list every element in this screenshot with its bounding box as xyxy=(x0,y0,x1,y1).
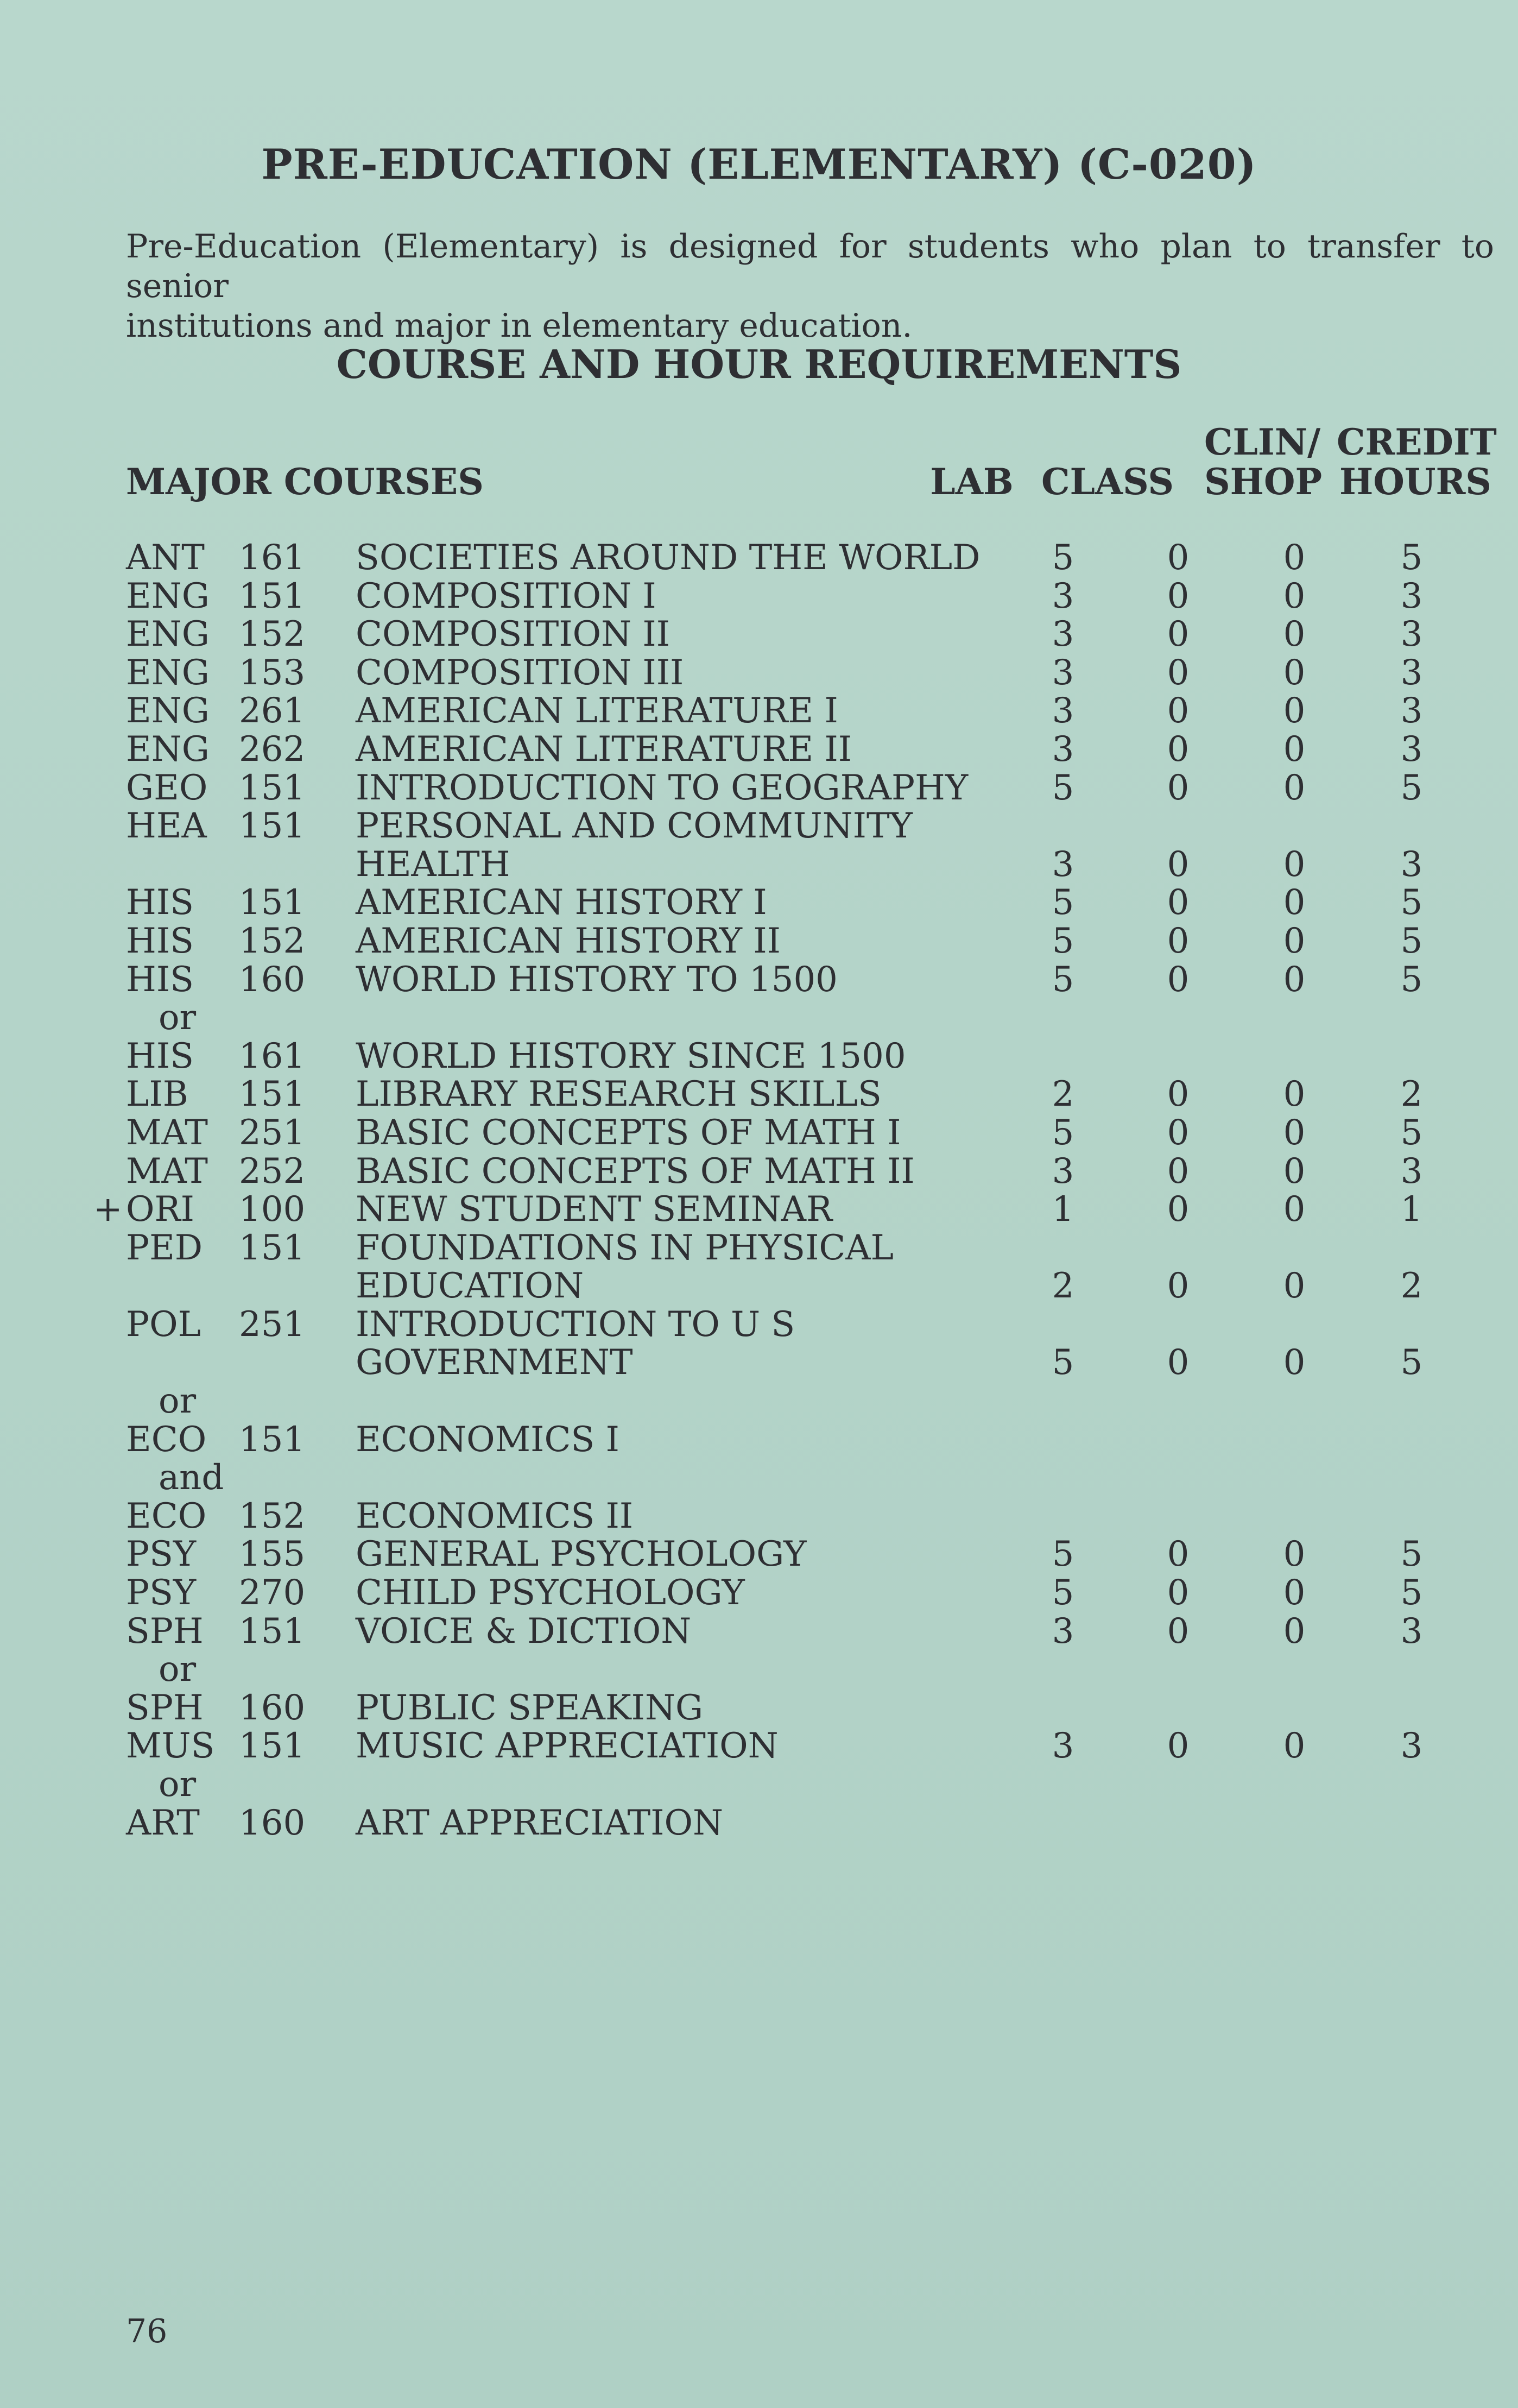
table-row xyxy=(0,1037,1518,1076)
intro-line: Pre-Education (Elementary) is designed for students who plan to transfer to senior xyxy=(126,228,1494,305)
value-credit-hours: 3 xyxy=(1400,652,1423,693)
course-name: BASIC CONCEPTS OF MATH II xyxy=(356,1151,915,1192)
value-lab: 3 xyxy=(1052,844,1074,885)
course-prefix: SPH xyxy=(126,1611,204,1651)
course-number: 151 xyxy=(239,1074,306,1115)
value-lab: 2 xyxy=(1052,1266,1074,1307)
course-number: 100 xyxy=(239,1189,306,1230)
value-class: 0 xyxy=(1167,844,1190,885)
table-row xyxy=(0,577,1518,616)
value-lab: 5 xyxy=(1052,921,1074,961)
value-class: 0 xyxy=(1167,1266,1190,1307)
value-credit-hours: 3 xyxy=(1400,1611,1423,1651)
table-row xyxy=(0,1190,1518,1229)
value-class: 0 xyxy=(1167,691,1190,732)
table-row xyxy=(0,1766,1518,1804)
value-lab: 5 xyxy=(1052,959,1074,1000)
value-class: 0 xyxy=(1167,1189,1190,1230)
value-credit-hours: 1 xyxy=(1400,1189,1423,1230)
course-name: VOICE & DICTION xyxy=(356,1611,692,1651)
value-credit-hours: 3 xyxy=(1400,844,1423,885)
course-prefix: HIS xyxy=(126,921,194,961)
header-major-courses: MAJOR COURSES xyxy=(126,461,484,503)
value-credit-hours: 3 xyxy=(1400,1151,1423,1192)
value-class: 0 xyxy=(1167,1074,1190,1115)
value-class: 0 xyxy=(1167,767,1190,808)
course-prefix: LIB xyxy=(126,1074,188,1115)
table-row xyxy=(0,961,1518,999)
course-prefix: HIS xyxy=(126,959,194,1000)
value-credit-hours: 3 xyxy=(1400,576,1423,616)
value-credit-hours: 5 xyxy=(1400,1573,1423,1613)
course-name: EDUCATION xyxy=(356,1266,584,1307)
course-prefix: HIS xyxy=(126,1036,194,1076)
table-row xyxy=(0,1535,1518,1574)
conjunction: or xyxy=(159,998,197,1038)
header-clin-shop-line2: SHOP xyxy=(1204,461,1323,503)
value-lab: 3 xyxy=(1052,1151,1074,1192)
conjunction: and xyxy=(159,1458,224,1498)
course-name: WORLD HISTORY SINCE 1500 xyxy=(356,1036,906,1076)
value-lab: 3 xyxy=(1052,691,1074,732)
value-lab: 5 xyxy=(1052,1112,1074,1153)
course-name: COMPOSITION I xyxy=(356,576,656,616)
course-number: 161 xyxy=(239,538,306,578)
value-credit-hours: 5 xyxy=(1400,959,1423,1000)
course-prefix: ENG xyxy=(126,652,210,693)
value-clin-shop: 0 xyxy=(1283,614,1306,655)
course-name: AMERICAN HISTORY II xyxy=(356,921,781,961)
course-number: 151 xyxy=(239,806,306,847)
course-table xyxy=(0,539,1518,1842)
value-class: 0 xyxy=(1167,652,1190,693)
course-number: 160 xyxy=(239,1687,306,1728)
course-prefix: PSY xyxy=(126,1573,197,1613)
value-clin-shop: 0 xyxy=(1283,1611,1306,1651)
header-credit-line2: HOURS xyxy=(1339,461,1491,503)
course-prefix: GEO xyxy=(126,767,208,808)
value-lab: 5 xyxy=(1052,767,1074,808)
course-name: LIBRARY RESEARCH SKILLS xyxy=(356,1074,882,1115)
course-prefix: ORI xyxy=(126,1189,194,1230)
value-lab: 5 xyxy=(1052,1342,1074,1383)
table-row xyxy=(0,1459,1518,1497)
course-name: COMPOSITION III xyxy=(356,652,684,693)
intro-paragraph xyxy=(126,227,1494,346)
value-credit-hours: 3 xyxy=(1400,691,1423,732)
value-class: 0 xyxy=(1167,921,1190,961)
table-row xyxy=(0,922,1518,961)
table-row xyxy=(0,884,1518,922)
table-row xyxy=(0,807,1518,846)
value-clin-shop: 0 xyxy=(1283,1726,1306,1767)
course-number: 251 xyxy=(239,1304,306,1345)
value-class: 0 xyxy=(1167,614,1190,655)
table-row xyxy=(0,1229,1518,1268)
course-name: PERSONAL AND COMMUNITY xyxy=(356,806,913,847)
value-lab: 5 xyxy=(1052,1534,1074,1575)
course-number: 155 xyxy=(239,1534,306,1575)
value-credit-hours: 5 xyxy=(1400,1534,1423,1575)
header-class: CLASS xyxy=(1041,461,1174,503)
value-clin-shop: 0 xyxy=(1283,691,1306,732)
header-credit-line1: CREDIT xyxy=(1337,421,1497,463)
value-clin-shop: 0 xyxy=(1283,1266,1306,1307)
table-row xyxy=(0,1267,1518,1306)
value-credit-hours: 5 xyxy=(1400,538,1423,578)
course-name: GENERAL PSYCHOLOGY xyxy=(356,1534,807,1575)
value-clin-shop: 0 xyxy=(1283,1189,1306,1230)
course-number: 251 xyxy=(239,1112,306,1153)
course-name: AMERICAN LITERATURE I xyxy=(356,691,838,732)
course-prefix: ENG xyxy=(126,729,210,770)
header-lab: LAB xyxy=(930,461,1014,503)
course-number: 252 xyxy=(239,1151,306,1192)
value-lab: 5 xyxy=(1052,882,1074,923)
table-row xyxy=(0,1650,1518,1689)
page-number: 76 xyxy=(126,2312,168,2350)
value-class: 0 xyxy=(1167,1726,1190,1767)
course-prefix: PSY xyxy=(126,1534,197,1575)
table-row xyxy=(0,1574,1518,1612)
course-number: 151 xyxy=(239,1611,306,1651)
table-row xyxy=(0,846,1518,884)
course-prefix: ENG xyxy=(126,614,210,655)
course-number: 152 xyxy=(239,921,306,961)
course-name: INTRODUCTION TO U S xyxy=(356,1304,795,1345)
value-clin-shop: 0 xyxy=(1283,576,1306,616)
course-name: AMERICAN LITERATURE II xyxy=(356,729,852,770)
value-lab: 5 xyxy=(1052,1573,1074,1613)
course-name: SOCIETIES AROUND THE WORLD xyxy=(356,538,981,578)
course-number: 151 xyxy=(239,1419,306,1460)
value-class: 0 xyxy=(1167,1573,1190,1613)
course-number: 151 xyxy=(239,1726,306,1767)
value-clin-shop: 0 xyxy=(1283,729,1306,770)
table-row xyxy=(0,539,1518,577)
value-class: 0 xyxy=(1167,729,1190,770)
table-row xyxy=(0,1114,1518,1152)
course-prefix: ENG xyxy=(126,691,210,732)
value-credit-hours: 5 xyxy=(1400,1112,1423,1153)
course-prefix: HIS xyxy=(126,882,194,923)
course-prefix: ART xyxy=(126,1802,200,1843)
value-clin-shop: 0 xyxy=(1283,652,1306,693)
value-lab: 3 xyxy=(1052,729,1074,770)
value-lab: 3 xyxy=(1052,1726,1074,1767)
conjunction: or xyxy=(159,1381,197,1422)
value-credit-hours: 5 xyxy=(1400,767,1423,808)
table-row xyxy=(0,1382,1518,1421)
table-row xyxy=(0,1421,1518,1459)
course-number: 160 xyxy=(239,959,306,1000)
value-lab: 2 xyxy=(1052,1074,1074,1115)
course-name: BASIC CONCEPTS OF MATH I xyxy=(356,1112,901,1153)
course-number: 270 xyxy=(239,1573,306,1613)
value-class: 0 xyxy=(1167,576,1190,616)
course-prefix: ECO xyxy=(126,1496,207,1536)
value-clin-shop: 0 xyxy=(1283,538,1306,578)
course-name: WORLD HISTORY TO 1500 xyxy=(356,959,838,1000)
value-clin-shop: 0 xyxy=(1283,959,1306,1000)
value-lab: 3 xyxy=(1052,1611,1074,1651)
value-clin-shop: 0 xyxy=(1283,767,1306,808)
course-prefix: POL xyxy=(126,1304,201,1345)
section-heading: COURSE AND HOUR REQUIREMENTS xyxy=(336,341,1182,387)
value-class: 0 xyxy=(1167,1342,1190,1383)
table-row xyxy=(0,1497,1518,1536)
value-credit-hours: 2 xyxy=(1400,1074,1423,1115)
course-name: ECONOMICS I xyxy=(356,1419,619,1460)
value-lab: 3 xyxy=(1052,614,1074,655)
course-name: NEW STUDENT SEMINAR xyxy=(356,1189,833,1230)
value-class: 0 xyxy=(1167,1611,1190,1651)
table-row xyxy=(0,1152,1518,1191)
value-credit-hours: 5 xyxy=(1400,882,1423,923)
value-clin-shop: 0 xyxy=(1283,882,1306,923)
course-name: AMERICAN HISTORY I xyxy=(356,882,767,923)
course-prefix: MAT xyxy=(126,1112,208,1153)
course-number: 153 xyxy=(239,652,306,693)
course-number: 151 xyxy=(239,767,306,808)
course-number: 160 xyxy=(239,1802,306,1843)
conjunction: or xyxy=(159,1649,197,1690)
value-class: 0 xyxy=(1167,1112,1190,1153)
course-number: 151 xyxy=(239,882,306,923)
value-credit-hours: 3 xyxy=(1400,1726,1423,1767)
table-row xyxy=(0,769,1518,808)
course-name: COMPOSITION II xyxy=(356,614,670,655)
course-prefix: ANT xyxy=(126,538,205,578)
course-prefix: SPH xyxy=(126,1687,204,1728)
value-lab: 3 xyxy=(1052,576,1074,616)
value-clin-shop: 0 xyxy=(1283,844,1306,885)
value-credit-hours: 3 xyxy=(1400,729,1423,770)
table-row xyxy=(0,654,1518,692)
course-number: 151 xyxy=(239,1227,306,1268)
header-clin-shop-line1: CLIN/ xyxy=(1204,421,1321,463)
course-prefix: PED xyxy=(126,1227,203,1268)
table-row xyxy=(0,999,1518,1037)
course-name: FOUNDATIONS IN PHYSICAL xyxy=(356,1227,894,1268)
value-lab: 1 xyxy=(1052,1189,1074,1230)
table-row xyxy=(0,1689,1518,1728)
intro-line: institutions and major in elementary education. xyxy=(126,307,913,345)
value-credit-hours: 3 xyxy=(1400,614,1423,655)
course-prefix: ENG xyxy=(126,576,210,616)
conjunction: or xyxy=(159,1764,197,1805)
course-prefix: MAT xyxy=(126,1151,208,1192)
course-number: 151 xyxy=(239,576,306,616)
course-number: 161 xyxy=(239,1036,306,1076)
value-class: 0 xyxy=(1167,1151,1190,1192)
course-prefix: ECO xyxy=(126,1419,207,1460)
course-name: CHILD PSYCHOLOGY xyxy=(356,1573,745,1613)
value-clin-shop: 0 xyxy=(1283,1074,1306,1115)
table-row xyxy=(0,1612,1518,1651)
course-name: INTRODUCTION TO GEOGRAPHY xyxy=(356,767,969,808)
value-credit-hours: 5 xyxy=(1400,1342,1423,1383)
course-number: 261 xyxy=(239,691,306,732)
table-row xyxy=(0,1344,1518,1382)
value-credit-hours: 2 xyxy=(1400,1266,1423,1307)
table-row xyxy=(0,615,1518,654)
value-clin-shop: 0 xyxy=(1283,921,1306,961)
value-credit-hours: 5 xyxy=(1400,921,1423,961)
table-row xyxy=(0,692,1518,730)
value-clin-shop: 0 xyxy=(1283,1573,1306,1613)
table-row xyxy=(0,1306,1518,1344)
value-lab: 5 xyxy=(1052,538,1074,578)
value-class: 0 xyxy=(1167,882,1190,923)
course-number: 262 xyxy=(239,729,306,770)
table-row xyxy=(0,1075,1518,1114)
value-clin-shop: 0 xyxy=(1283,1342,1306,1383)
course-name: MUSIC APPRECIATION xyxy=(356,1726,779,1767)
page-title: PRE-EDUCATION (ELEMENTARY) (C-020) xyxy=(261,140,1257,188)
course-number: 152 xyxy=(239,614,306,655)
course-number: 152 xyxy=(239,1496,306,1536)
value-class: 0 xyxy=(1167,538,1190,578)
value-class: 0 xyxy=(1167,959,1190,1000)
course-prefix: MUS xyxy=(126,1726,215,1767)
plus-marker: + xyxy=(93,1189,123,1230)
value-lab: 3 xyxy=(1052,652,1074,693)
table-row xyxy=(0,1804,1518,1843)
value-clin-shop: 0 xyxy=(1283,1151,1306,1192)
value-clin-shop: 0 xyxy=(1283,1534,1306,1575)
course-name: HEALTH xyxy=(356,844,510,885)
course-name: GOVERNMENT xyxy=(356,1342,633,1383)
course-name: ECONOMICS II xyxy=(356,1496,634,1536)
table-row xyxy=(0,730,1518,769)
course-name: ART APPRECIATION xyxy=(356,1802,723,1843)
course-prefix: HEA xyxy=(126,806,207,847)
value-clin-shop: 0 xyxy=(1283,1112,1306,1153)
course-name: PUBLIC SPEAKING xyxy=(356,1687,704,1728)
value-class: 0 xyxy=(1167,1534,1190,1575)
table-row xyxy=(0,1727,1518,1766)
